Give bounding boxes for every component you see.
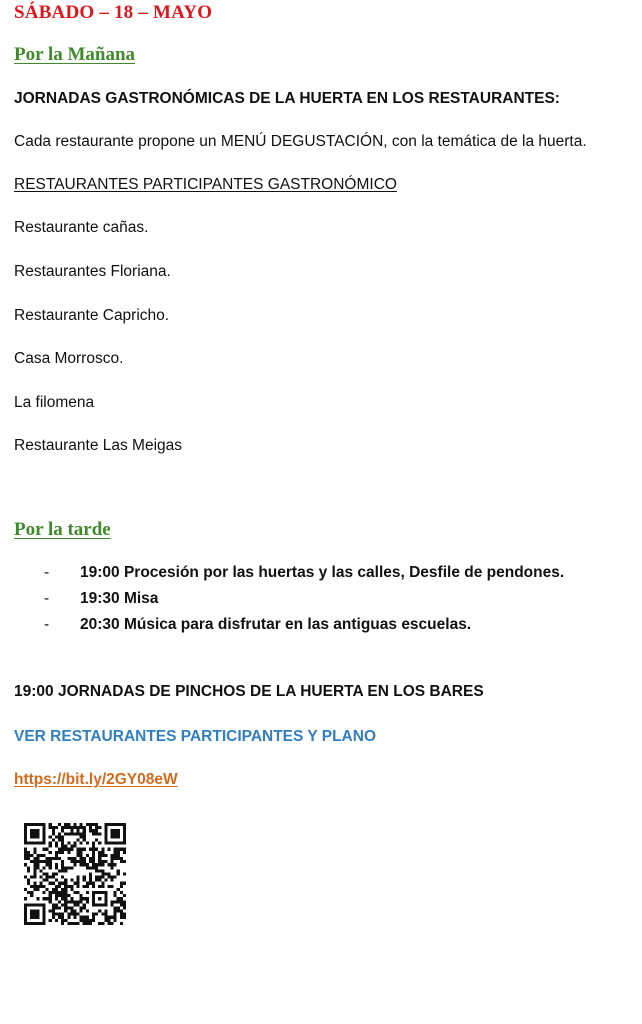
bullet-dash: - [44,564,50,581]
bullet-dash: - [44,616,50,633]
list-item: Restaurante Las Meigas [14,437,183,454]
bullet-dash: - [44,590,50,607]
bitly-link[interactable]: https://bit.ly/2GY08eW [14,771,178,788]
schedule-item-text: 19:30 Misa [80,590,159,607]
schedule-item-text: 20:30 Música para disfrutar en las antiguas escuelas. [80,616,472,633]
jornadas-gastronomicas-title: JORNADAS GASTRONÓMICAS DE LA HUERTA EN LOS RESTAURANTES: [14,90,560,107]
menu-description: Cada restaurante propone un MENÚ DEGUSTACIÓN, con la temática de la huerta. [14,133,587,150]
list-item: Casa Morrosco. [14,350,124,367]
qr-code-icon [24,823,126,925]
list-item: Restaurantes Floriana. [14,263,171,280]
morning-heading: Por la Mañana [14,44,136,65]
list-item: Restaurante Capricho. [14,307,170,324]
day-title: SÁBADO – 18 – MAYO [14,2,213,23]
participants-label: RESTAURANTES PARTICIPANTES GASTRONÓMICO [14,176,397,193]
see-participants-heading: VER RESTAURANTES PARTICIPANTES Y PLANO [14,728,376,745]
list-item: Restaurante cañas. [14,219,149,236]
list-item: La filomena [14,394,95,411]
afternoon-heading: Por la tarde [14,519,111,540]
pinchos-title: 19:00 JORNADAS DE PINCHOS DE LA HUERTA EN LOS BARES [14,683,484,700]
schedule-item-text: 19:00 Procesión por las huertas y las calles, Desfile de pendones. [80,564,565,581]
